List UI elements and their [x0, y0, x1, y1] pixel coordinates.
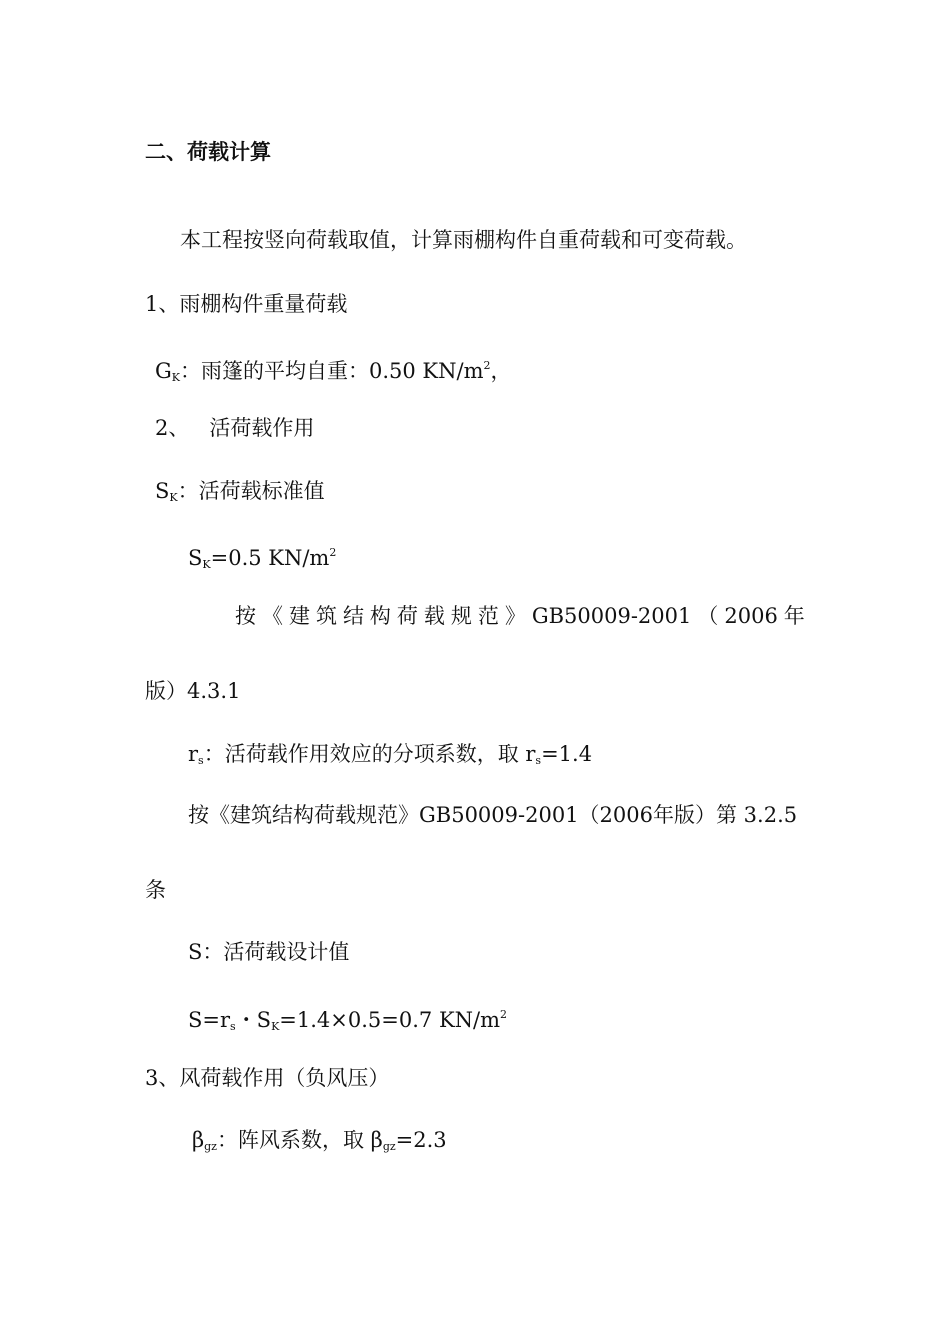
- beta-subscript: gz: [204, 1140, 217, 1153]
- s-eq-part-a: S=r: [188, 1008, 231, 1032]
- gk-symbol: G: [155, 359, 172, 383]
- section-2-title: 2、 活荷载作用: [155, 416, 315, 440]
- beta-subscript-2: gz: [382, 1140, 396, 1153]
- beta-line: [192, 1126, 447, 1161]
- gk-superscript: 2: [483, 359, 491, 372]
- ref1-part: 2006: [724, 604, 778, 628]
- gk-subscript: K: [171, 371, 180, 384]
- ref1-part: （: [697, 604, 719, 628]
- ref1-part: 规: [450, 604, 472, 628]
- ref1-part: 》: [504, 604, 526, 628]
- s-equation: [188, 1001, 507, 1041]
- s-eq-subscript-2: K: [271, 1020, 280, 1033]
- rs-value: =1.4: [541, 742, 593, 766]
- beta-text: ：阵风系数，取 β: [216, 1128, 383, 1152]
- ref1-part: GB50009-2001: [531, 604, 692, 628]
- s-eq-superscript: 2: [500, 1008, 508, 1021]
- ref1-part: 构: [369, 604, 391, 628]
- reference-1-line-2: 版）4.3.1: [145, 679, 241, 703]
- reference-2-line-1: 按《建筑结构荷载规范》GB50009-2001（2006年版）第 3.2.5: [188, 803, 798, 827]
- reference-1-line-1: [235, 602, 805, 630]
- intro-paragraph: 本工程按竖向荷载取值，计算雨棚构件自重荷载和可变荷载。: [180, 228, 747, 252]
- rs-subscript-2: s: [535, 754, 542, 767]
- rs-line: [188, 740, 592, 775]
- sk-text: ：活荷载标准值: [177, 479, 325, 503]
- sk-eq-subscript: K: [202, 558, 211, 571]
- ref1-part: 范: [477, 604, 499, 628]
- ref1-part: 年: [783, 604, 805, 628]
- sk-symbol: S: [155, 479, 170, 503]
- gk-text: ：雨篷的平均自重：0.50 KN/m: [180, 359, 484, 383]
- sk-line: [155, 477, 325, 512]
- sk-equation: [188, 539, 336, 579]
- s-eq-subscript-1: s: [230, 1020, 236, 1033]
- gk-tail: ，: [490, 359, 512, 383]
- sk-eq-symbol: S: [188, 546, 203, 570]
- rs-symbol: r: [188, 742, 199, 766]
- ref1-part: 建: [288, 604, 310, 628]
- rs-text: ：活荷载作用效应的分项系数，取 r: [203, 742, 536, 766]
- s-eq-part-b: ・S: [235, 1008, 272, 1032]
- ref1-part: 《: [261, 604, 283, 628]
- section-heading: 二、荷载计算: [145, 140, 271, 164]
- ref1-part: 筑: [315, 604, 337, 628]
- ref1-part: 荷: [396, 604, 418, 628]
- reference-2-line-2: 条: [145, 878, 166, 902]
- ref1-part: 载: [423, 604, 445, 628]
- beta-symbol: β: [192, 1128, 205, 1152]
- ref1-part: 按: [235, 604, 256, 628]
- sk-eq-superscript: 2: [329, 546, 337, 559]
- section-1-title: 1、雨棚构件重量荷载: [145, 292, 348, 316]
- gk-line: [155, 352, 511, 392]
- sk-eq-text: =0.5 KN/m: [210, 546, 330, 570]
- beta-value: =2.3: [395, 1128, 447, 1152]
- sk-subscript: K: [169, 491, 178, 504]
- s-eq-part-c: =1.4×0.5=0.7 KN/m: [279, 1008, 501, 1032]
- section-3-title: 3、风荷载作用（负风压）: [145, 1066, 390, 1090]
- ref1-part: 结: [342, 604, 364, 628]
- rs-subscript: s: [198, 754, 204, 767]
- s-design-label: S：活荷载设计值: [188, 940, 350, 964]
